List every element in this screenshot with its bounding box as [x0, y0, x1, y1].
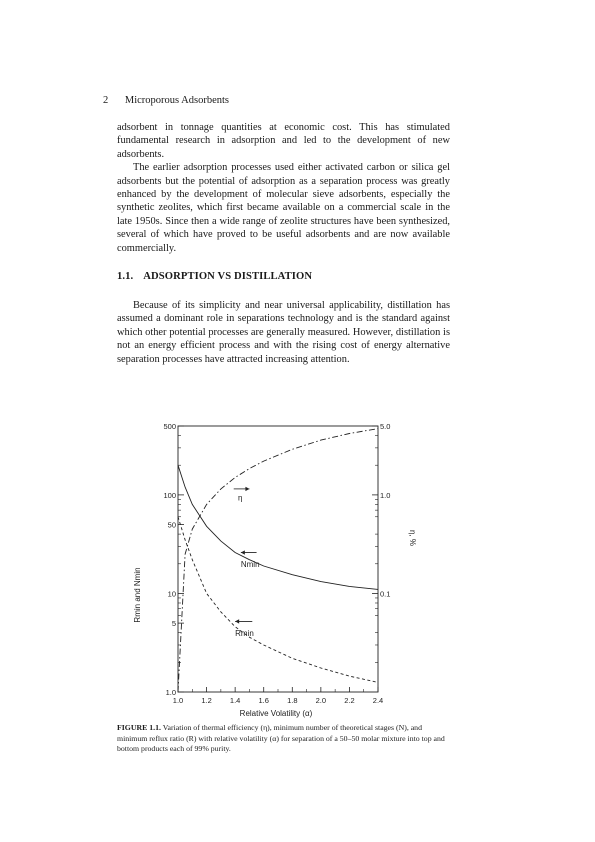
- section-number: 1.1.: [117, 271, 134, 282]
- caption-text: Variation of thermal efficiency (η), minimum number of theoretical stages (N), and minimum reflux ratio (R) with relative volatility (α) for separation of a 50–50 molar mixture into top and bottom products each of 99% purity.: [117, 723, 445, 754]
- paragraph-2: The earlier adsorption processes used either activated carbon or silica gel adsorbents but the potential of adsorption as a separation process was greatly enhanced by the development of molecular sieve adsorbents, especially the synthetic zeolites, which first became available on a commercial scale in the late 1950s. Since then a wide range of zeolite structures have been synthesized, several of which have proved to be useful adsorbents and are now available commercially.: [117, 162, 450, 254]
- figure-caption: [117, 723, 450, 755]
- left-tick-label: 1.0: [165, 688, 176, 697]
- section-body: [117, 299, 450, 366]
- running-header: [103, 95, 229, 106]
- eta-arrow-head: [245, 487, 249, 491]
- plot-border: [178, 426, 378, 692]
- right-axis-ticks: [372, 422, 390, 598]
- running-title: Microporous Adsorbents: [124, 95, 229, 106]
- left-tick-label: 50: [167, 520, 176, 530]
- series-nmin-curve: [178, 465, 378, 589]
- paragraph-1: adsorbent in tonnage quantities at economic cost. This has stimulated fundamental research in adsorption and led to the development of new adsorbents.: [117, 122, 450, 160]
- right-tick-label: 5.0: [380, 422, 391, 431]
- x-axis-ticks: [173, 687, 383, 705]
- right-tick-label: 0.1: [380, 589, 391, 599]
- x-tick-label: 1.6: [258, 696, 269, 705]
- left-tick-label: 5: [171, 619, 176, 629]
- x-axis-label: Relative Volatility (α): [239, 709, 313, 718]
- right-axis-label: η, %: [408, 529, 417, 547]
- page-number: 2: [103, 95, 109, 106]
- nmin-label: Nmin: [240, 560, 260, 570]
- x-tick-label: 1.0: [172, 696, 184, 705]
- left-axis-ticks: [163, 422, 378, 697]
- left-tick-label: 500: [163, 422, 176, 431]
- x-tick-label: 1.8: [287, 696, 298, 705]
- x-tick-label: 2.4: [372, 696, 384, 705]
- nmin-arrow-head: [241, 550, 245, 554]
- curve-annotations: [234, 487, 260, 638]
- rmin-label: Rmin: [235, 629, 254, 639]
- x-tick-label: 1.2: [201, 696, 212, 705]
- x-tick-label: 2.0: [315, 696, 327, 705]
- section-heading: [117, 271, 312, 282]
- left-tick-label: 100: [163, 490, 176, 500]
- eta-label: η: [238, 493, 243, 503]
- intro-text: [117, 121, 450, 255]
- rmin-arrow-head: [235, 619, 239, 623]
- section-title: ADSORPTION VS DISTILLATION: [143, 271, 313, 282]
- series-η-curve: [178, 429, 378, 692]
- series-rmin-curve: [178, 517, 378, 683]
- left-axis-label: Rmin and Nmin: [133, 567, 142, 623]
- x-tick-label: 2.2: [344, 696, 355, 705]
- figure-1-1-chart: [130, 410, 430, 718]
- left-tick-label: 10: [167, 589, 176, 599]
- paragraph-3: Because of its simplicity and near universal applicability, distillation has assumed a dominant role in separations technology and is the standard against which other potential processes are generally measured. However, distillation is not an energy efficient process and with the rising cost of energy alternative separation processes have attracted increasing attention.: [117, 300, 450, 365]
- x-tick-label: 1.4: [229, 696, 241, 705]
- right-tick-label: 1.0: [380, 490, 391, 500]
- chart-frame: [178, 426, 378, 692]
- caption-label: FIGURE 1.1.: [117, 723, 161, 732]
- series-lines: [178, 429, 378, 692]
